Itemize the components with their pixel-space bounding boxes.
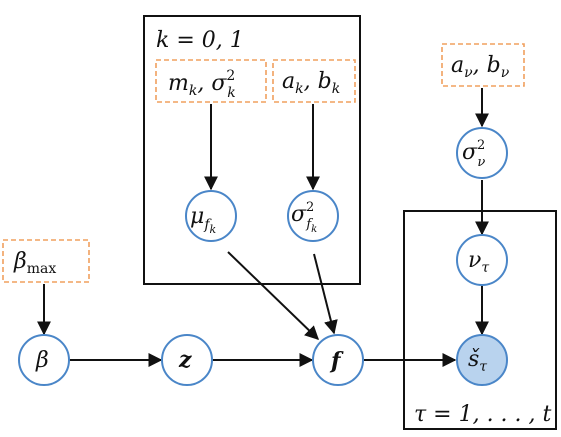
node-mu-f [186,191,236,241]
node-s-tau [457,335,507,385]
svg-text:z: z [179,347,192,373]
svg-text:σ2fk: $\sigma^2$ fk [291,200,318,235]
node-f [313,335,363,385]
hyper-a-b-nu-box [442,44,524,86]
svg-text:šτ: $š_\tau$ [468,347,488,375]
edge-sigmaf-to-f [314,254,334,333]
svg-text:β: β [36,348,49,373]
plate-k-label: k = 0, 1 [156,28,244,53]
hyper-m-sigma-box [156,60,266,102]
svg-text:aν, bν: $a_\nu$, $b_\nu$ [451,53,510,81]
svg-text:σ2ν: $\sigma^2$ ν [462,138,486,170]
edges [44,88,482,360]
svg-text:μfk: $\mu_fk$ [190,204,217,236]
plate-tau-label: τ = 1, . . . , t [414,402,552,427]
svg-text:mk, σ2k: $m_k$, $\sigma^2$ k [168,68,236,101]
svg-text:ak, bk: $a_k$, $b_k$ [282,69,341,97]
svg-text:f: f [331,348,341,374]
edge-mu-to-f [228,252,318,339]
node-sigma-f [288,191,338,241]
svg-text:βmax: $\beta_{max}$ [14,249,57,277]
svg-text:ντ: $\nu_\tau$ [468,248,490,276]
hyper-a-b-k-box [273,60,355,102]
node-z [162,335,212,385]
node-sigma-nu [457,128,507,178]
plate-k [144,16,360,284]
node-nu-tau [457,235,507,285]
hyper-beta-max-box [3,240,89,282]
node-beta [19,335,69,385]
